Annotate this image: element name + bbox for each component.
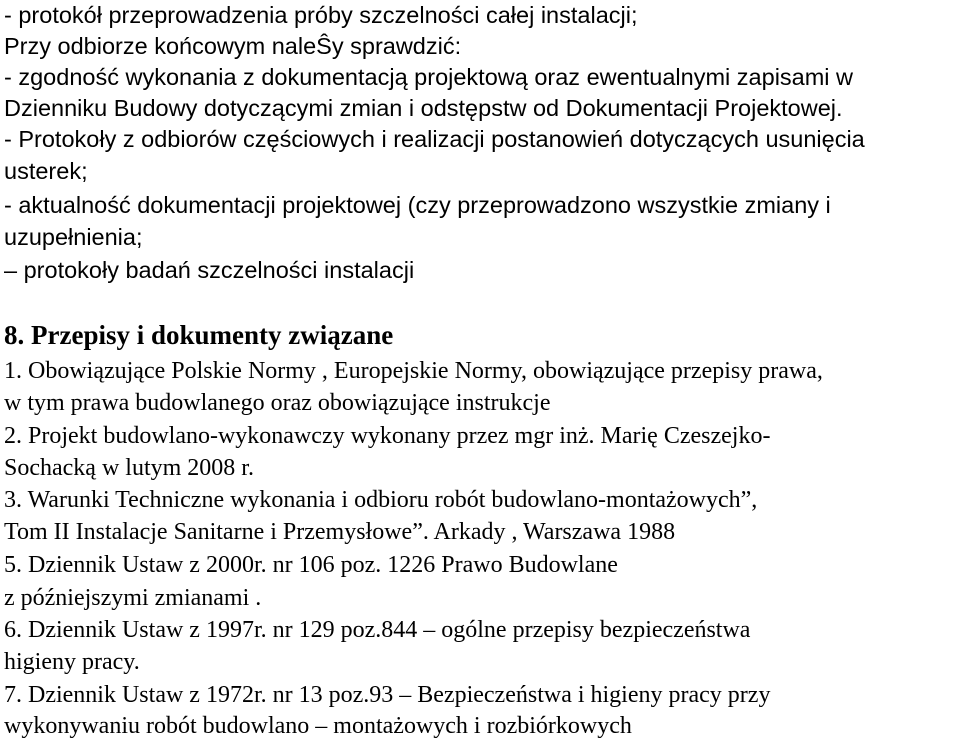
- text-line: 2. Projekt budowlano-wykonawczy wykonany przez mgr inż. Marię Czeszejko-: [4, 423, 771, 449]
- text-line: 1. Obowiązujące Polskie Normy , Europejskie Normy, obowiązujące przepisy prawa,: [4, 358, 823, 384]
- text-line: - Protokoły z odbiorów częściowych i realizacji postanowień dotyczących usunięcia: [4, 126, 865, 152]
- text-line: z późniejszymi zmianami .: [4, 585, 262, 611]
- text-line: Dzienniku Budowy dotyczącymi zmian i odstępstw od Dokumentacji Projektowej.: [4, 95, 843, 121]
- section-heading: 8. Przepisy i dokumenty związane: [4, 320, 394, 350]
- text-line: 6. Dziennik Ustaw z 1997r. nr 129 poz.844 – ogólne przepisy bezpieczeństwa: [4, 617, 751, 643]
- text-line: Sochacką w lutym 2008 r.: [4, 455, 254, 481]
- text-line: 7. Dziennik Ustaw z 1972r. nr 13 poz.93 – Bezpieczeństwa i higieny pracy przy: [4, 682, 771, 708]
- text-line: higieny pracy.: [4, 649, 140, 675]
- text-line: Przy odbiorze końcowym naleŜy sprawdzić:: [4, 33, 462, 59]
- text-line: - protokół przeprowadzenia próby szczelności całej instalacji;: [4, 2, 638, 28]
- text-line: w tym prawa budowlanego oraz obowiązujące instrukcje: [4, 390, 551, 416]
- text-line: - aktualność dokumentacji projektowej (czy przeprowadzono wszystkie zmiany i: [4, 192, 831, 218]
- text-line: Tom II Instalacje Sanitarne i Przemysłowe”. Arkady , Warszawa 1988: [4, 519, 676, 545]
- text-line: – protokoły badań szczelności instalacji: [4, 257, 415, 283]
- text-line: uzupełnienia;: [4, 224, 143, 250]
- text-line: 5. Dziennik Ustaw z 2000r. nr 106 poz. 1226 Prawo Budowlane: [4, 552, 618, 578]
- text-line: usterek;: [4, 158, 88, 184]
- text-line: wykonywaniu robót budowlano – montażowych i rozbiórkowych: [4, 713, 632, 739]
- text-line: 3. Warunki Techniczne wykonania i odbioru robót budowlano-montażowych”,: [4, 487, 758, 513]
- text-line: - zgodność wykonania z dokumentacją projektową oraz ewentualnymi zapisami w: [4, 64, 854, 90]
